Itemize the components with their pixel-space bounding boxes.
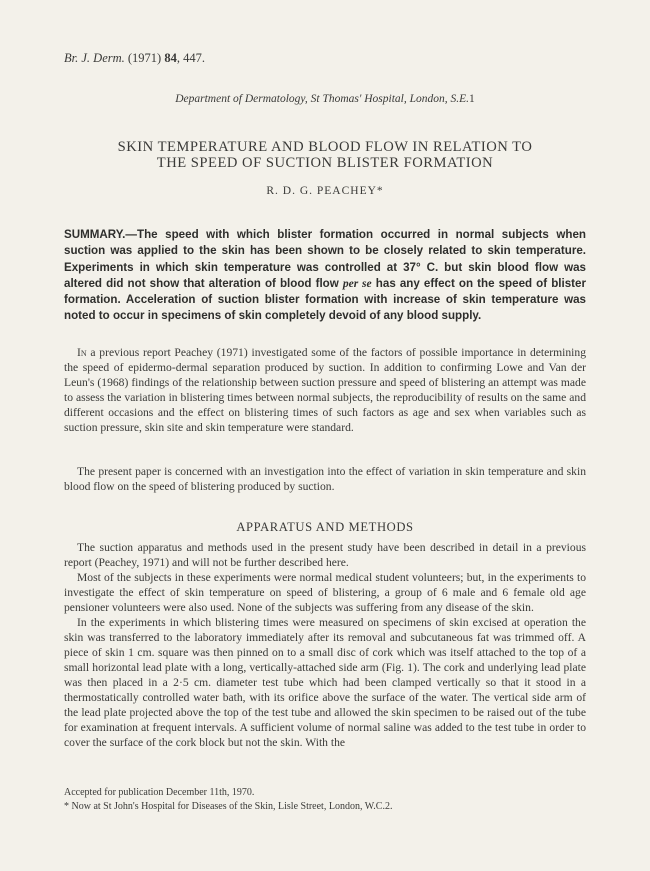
department-name: Department of Dermatology, St Thomas' Hospital, London, S.E. (175, 93, 470, 105)
intro-paragraph-2: The present paper is concerned with an investigation into the effect of variation in skin temperature and skin blood flow on the speed of blistering produced by suction. (64, 465, 586, 493)
footnote-address: * Now at St John's Hospital for Diseases of the Skin, Lisle Street, London, W.C.2. (64, 801, 393, 812)
summary-text-a: SUMMARY.—The speed with which blister formation occurred in normal subjects when suction was applied to the skin has been shown to be closely related to skin temperature. Experiments in which skin temperature was controlled at 37° C. but skin blood flow was altered did not show that alteration of blood flow (64, 228, 586, 290)
journal-page-number: , 447. (176, 51, 205, 65)
department-line (0, 93, 650, 105)
summary-italic-term: per se (342, 276, 372, 290)
author-name: R. D. G. PEACHEY* (266, 185, 384, 197)
citation-header (64, 51, 205, 66)
article-title (40, 139, 610, 171)
department-postcode-digit: 1 (469, 93, 475, 105)
journal-year: (1971) (127, 51, 162, 65)
methods-paragraph-1: The suction apparatus and methods used in the present study have been described in detail in a previous report (Peachey, 1971) and will not be further described here. (64, 541, 586, 569)
summary-abstract (64, 227, 586, 325)
title-line-2: THE SPEED OF SUCTION BLISTER FORMATION (156, 155, 494, 171)
summary-text-b: has any effect on the speed of blister formation. Acceleration of suction blister formation with increase of skin temperature was noted to occur in specimens of skin completely devoid of any blood supply. (64, 276, 586, 323)
footnote-accepted: Accepted for publication December 11th, 1970. (64, 787, 255, 798)
journal-volume: 84 (164, 51, 177, 65)
methods-paragraph-2: Most of the subjects in these experiments were normal medical student volunteers; but, in the experiments to investigate the effect of skin temperature on speed of blistering, a group of 6 male and 6 female old age pensioner volunteers were also used. None of the subjects was suffering from any disease of the skin. (64, 571, 586, 614)
intro-lead-word: In (77, 346, 87, 359)
intro-paragraph-1 (64, 345, 586, 435)
section-heading-methods: APPARATUS AND METHODS (236, 520, 414, 534)
methods-paragraph-3: In the experiments in which blistering times were measured on specimens of skin excised at operation the skin was transferred to the laboratory immediately after its removal and subcutaneous fat was trimmed off. A piece of skin 1 cm. square was then pinned on to a small disc of cork which was itself attached to the top of a small horizontal lead plate with a long, vertically-attached side arm (Fig. 1). The cork and underlying lead plate was then placed in a 2·5 cm. diameter test tube which had been clamped vertically so that it stood in a thermostatically controlled water bath, with its orifice above the surface of the water. The vertical side arm of the lead plate projected above the top of the test tube and allowed the skin specimen to be raised out of the tube for examination at frequent intervals. A sufficient volume of normal saline was added to the test tube in order to cover the surface of the cork block but not the skin. With the (64, 616, 586, 749)
journal-name: Br. J. Derm. (64, 51, 125, 65)
intro-paragraph-1-text: a previous report Peachey (1971) investigated some of the factors of possible importance in determining the speed of epidermo-dermal separation produced by suction. In addition to confirming Lowe and Van der Leun's (1968) findings of the relationship between suction pressure and speed of blistering an attempt was made to assess the variation in blistering times between normal subjects, the reproducibility of results on the same and different occasions and the effect on blistering times of such factors as age and sex when variables such as suction pressure, skin site and skin temperature were standard. (64, 346, 586, 434)
title-line-1: SKIN TEMPERATURE AND BLOOD FLOW IN RELATION TO (117, 139, 533, 155)
